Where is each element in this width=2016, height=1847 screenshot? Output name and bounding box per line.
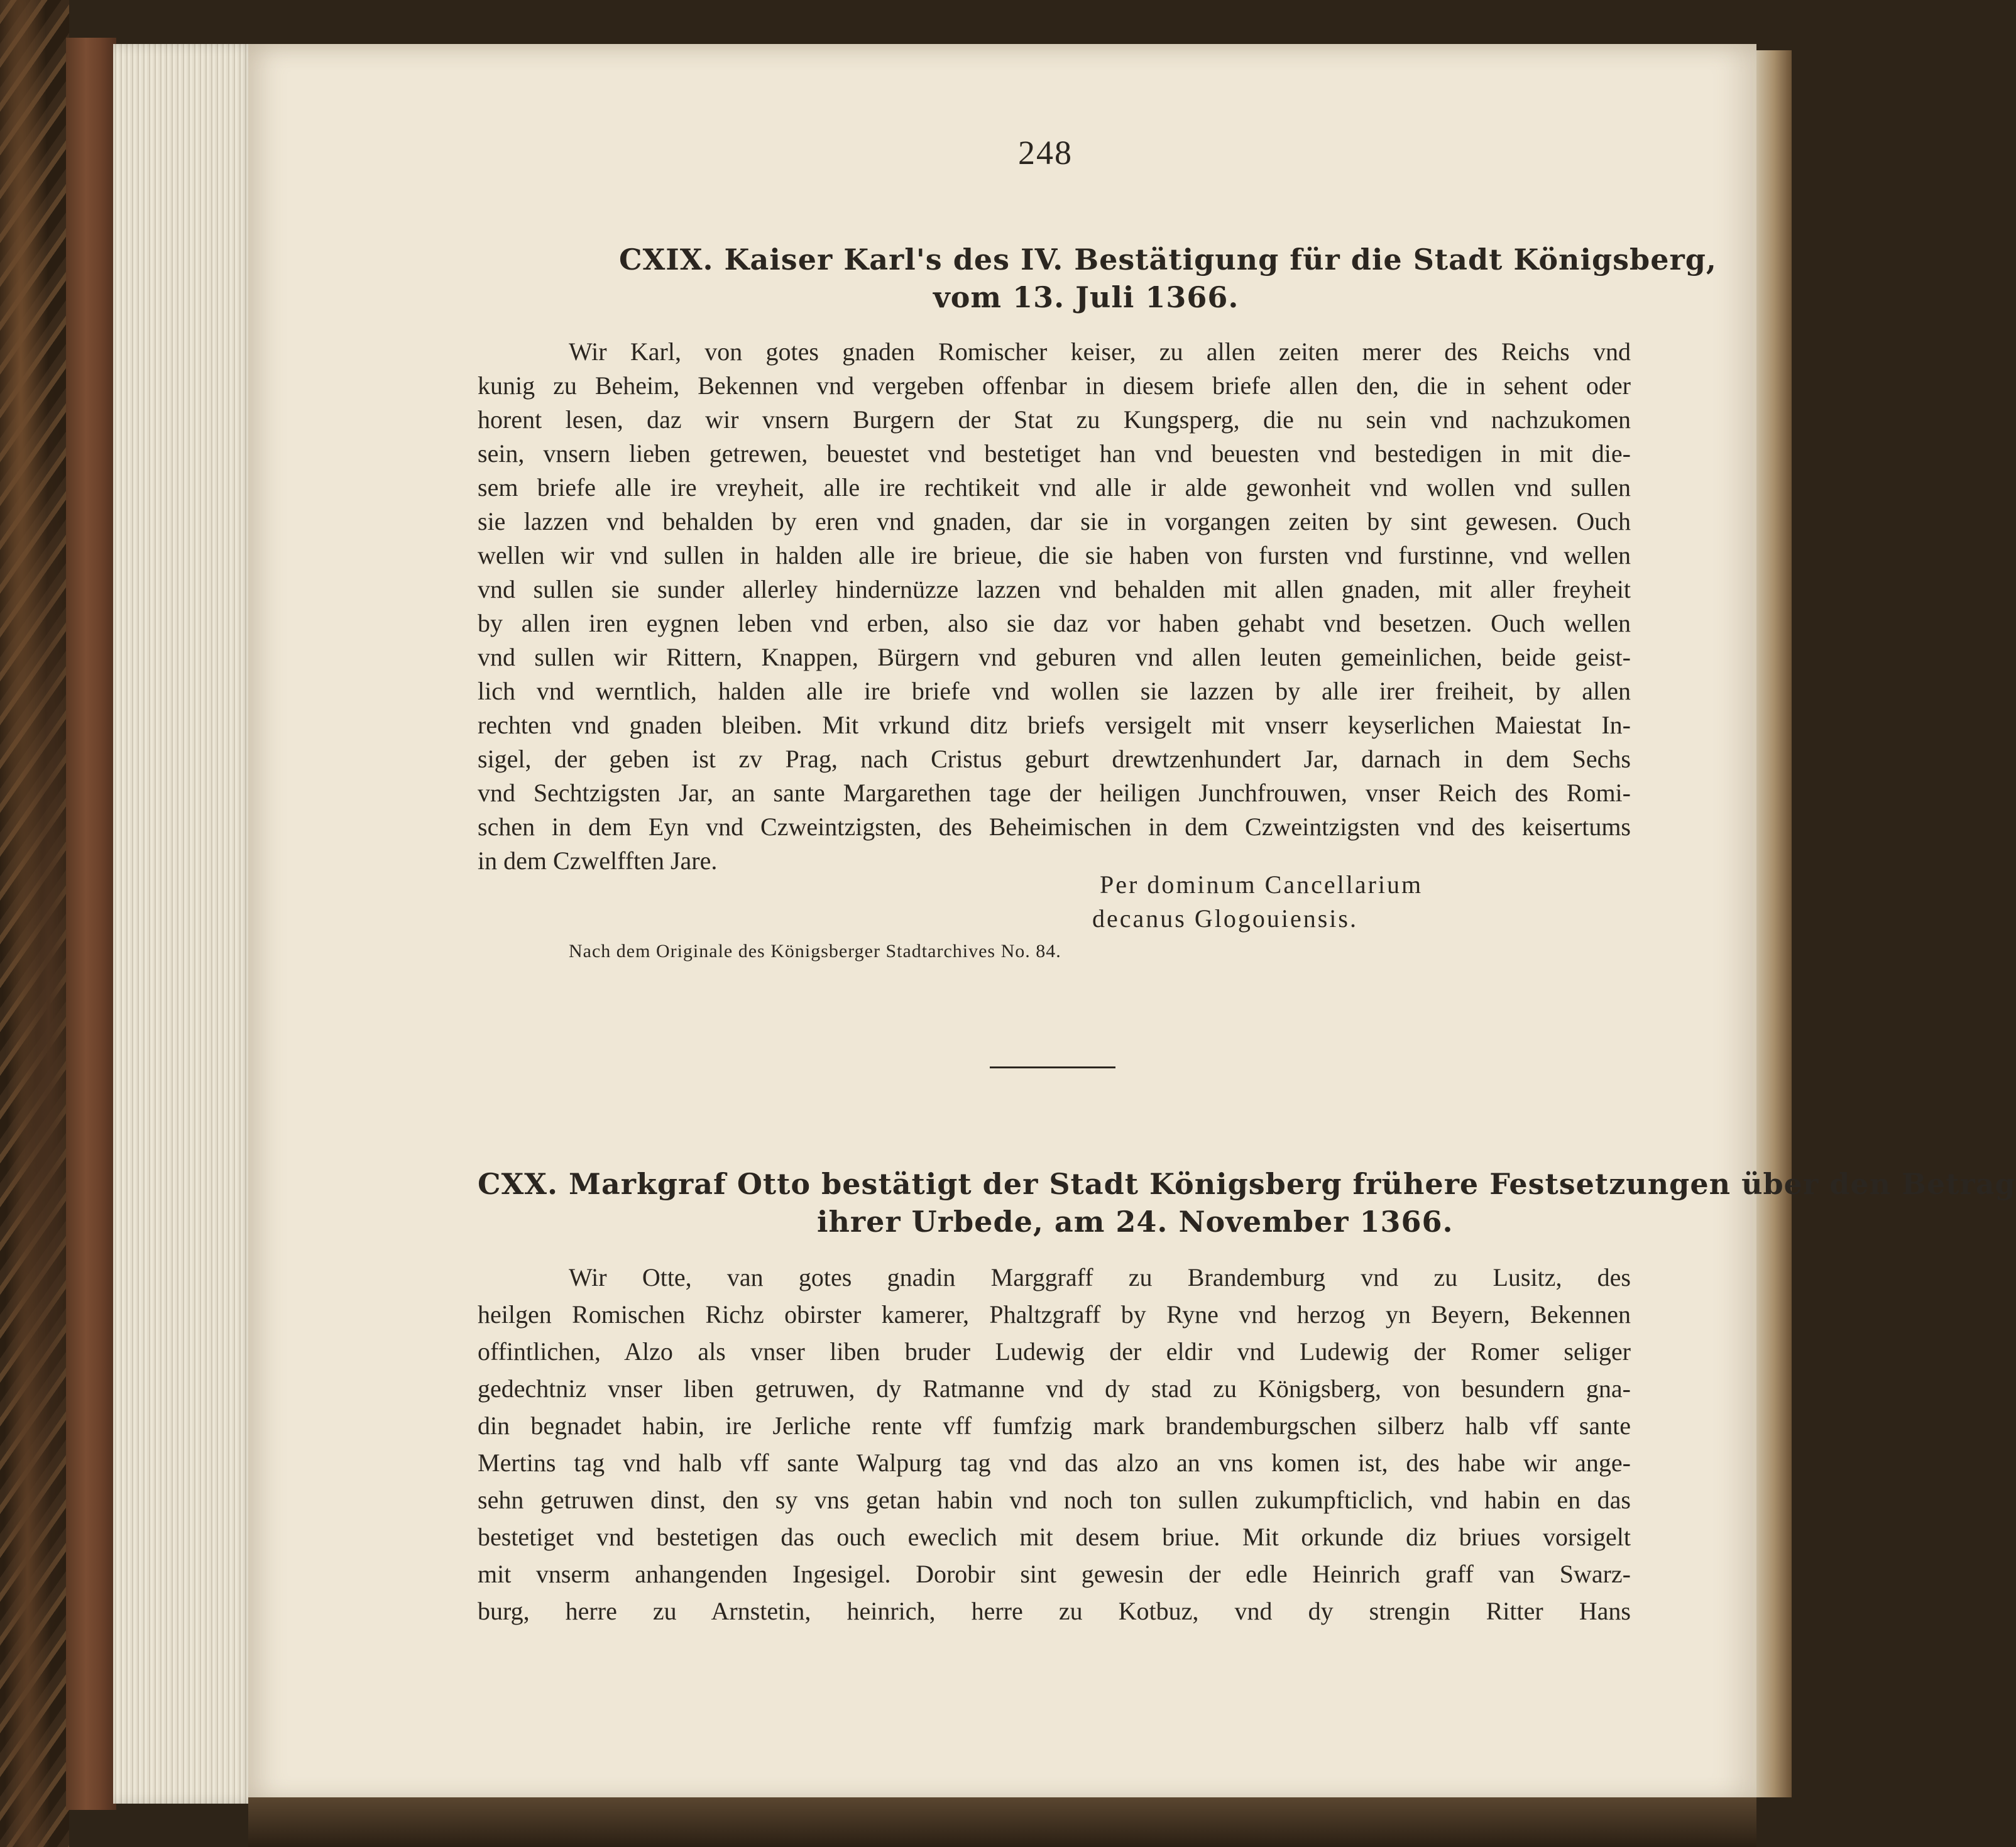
body-line: sehn getruwen dinst, den sy vns getan habin vnd noch ton sullen zukumpfticlich, vnd habin en das bbox=[478, 1486, 1631, 1514]
body-line: Mertins tag vnd halb vff sante Walpurg tag vnd das alzo an vns komen ist, des habe wir ange- bbox=[478, 1449, 1631, 1477]
body-line: lich vnd werntlich, halden alle ire briefe vnd wollen sie lazzen by alle irer freiheit, by allen bbox=[478, 677, 1631, 705]
source-note: Nach dem Originale des Königsberger Stadtarchives No. 84. bbox=[569, 941, 1061, 962]
body-line: gedechtniz vnser liben getruwen, dy Ratmanne vnd dy stad zu Königsberg, von besundern gna- bbox=[478, 1374, 1631, 1403]
body-line: mit vnserm anhangenden Ingesigel. Dorobir sint gewesin der edle Heinrich graff van Swarz- bbox=[478, 1560, 1631, 1588]
doc2-heading: CXX. Markgraf Otto bestätigt der Stadt Königsberg frühere Festsetzungen über den Betrag bbox=[478, 1167, 2016, 1201]
body-line: vnd sullen wir Rittern, Knappen, Bürgern vnd geburen vnd allen leuten gemeinlichen, beide geist- bbox=[478, 643, 1631, 671]
body-line: din begnadet habin, ire Jerliche rente vff fumfzig mark brandemburgschen silberz halb vff sante bbox=[478, 1411, 1631, 1440]
body-line: vnd sullen sie sunder allerley hindernüzze lazzen vnd behalden mit allen gnaden, mit aller freyheit bbox=[478, 575, 1631, 603]
body-line: sie lazzen vnd behalden by eren vnd gnaden, dar sie in vorgangen zeiten by sint gewesen. Ouch bbox=[478, 507, 1631, 535]
body-line: sein, vnsern lieben getrewen, beuestet vnd bestetiget han vnd beuesten vnd bestedigen in mit die- bbox=[478, 439, 1631, 468]
body-line: horent lesen, daz wir vnsern Burgern der Stat zu Kungsperg, die nu sein vnd nachzukomen bbox=[478, 405, 1631, 434]
body-line: burg, herre zu Arnstetin, heinrich, herre zu Kotbuz, vnd dy strengin Ritter Hans bbox=[478, 1597, 1631, 1625]
doc1-heading-date: vom 13. Juli 1366. bbox=[933, 280, 1239, 314]
body-line: heilgen Romischen Richz obirster kamerer, Phaltzgraff by Ryne vnd herzog yn Beyern, Bekennen bbox=[478, 1300, 1631, 1329]
doc2-heading-date: ihrer Urbede, am 24. November 1366. bbox=[817, 1205, 1454, 1239]
doc1-heading: CXIX. Kaiser Karl's des IV. Bestätigung für die Stadt Königsberg, bbox=[619, 243, 1717, 277]
body-line: vnd Sechtzigsten Jar, an sante Margarethen tage der heiligen Junchfrouwen, vnser Reich des Romi- bbox=[478, 779, 1631, 807]
body-line: Wir Otte, van gotes gnadin Marggraff zu Brandemburg vnd zu Lusitz, des bbox=[569, 1263, 1631, 1291]
body-line: sem briefe alle ire vreyheit, alle ire rechtikeit vnd alle ir alde gewonheit vnd wollen vnd sullen bbox=[478, 473, 1631, 501]
body-line: schen in dem Eyn vnd Czweintzigsten, des Beheimischen in dem Czweintzigsten vnd des keisertums bbox=[478, 813, 1631, 841]
body-line: kunig zu Beheim, Bekennen vnd vergeben offenbar in diesem briefe allen den, die in sehent oder bbox=[478, 371, 1631, 400]
body-line: in dem Czwelfften Jare. bbox=[478, 847, 718, 875]
section-divider bbox=[990, 1066, 1115, 1068]
signature-line: Per dominum Cancellarium bbox=[1100, 870, 1423, 899]
body-line: by allen iren eygnen leben vnd erben, also sie daz vor haben gehabt vnd besetzen. Ouch wellen bbox=[478, 609, 1631, 637]
body-line: wellen wir vnd sullen in halden alle ire brieue, die sie haben von fursten vnd furstinne, vnd wellen bbox=[478, 541, 1631, 569]
body-line: bestetiget vnd bestetigen das ouch eweclich mit desem briue. Mit orkunde diz briues vorsigelt bbox=[478, 1523, 1631, 1551]
body-line: Wir Karl, von gotes gnaden Romischer keiser, zu allen zeiten merer des Reichs vnd bbox=[569, 337, 1631, 366]
page-number: 248 bbox=[1018, 134, 1073, 172]
body-line: rechten vnd gnaden bleiben. Mit vrkund ditz briefs versigelt mit vnserr keyserlichen Maiestat In- bbox=[478, 711, 1631, 739]
body-line: offintlichen, Alzo als vnser liben bruder Ludewig der eldir vnd Ludewig der Romer seliger bbox=[478, 1337, 1631, 1366]
body-line: sigel, der geben ist zv Prag, nach Cristus geburt drewtzenhundert Jar, darnach in dem Sechs bbox=[478, 745, 1631, 773]
signature-line: decanus Glogouiensis. bbox=[1092, 904, 1358, 933]
